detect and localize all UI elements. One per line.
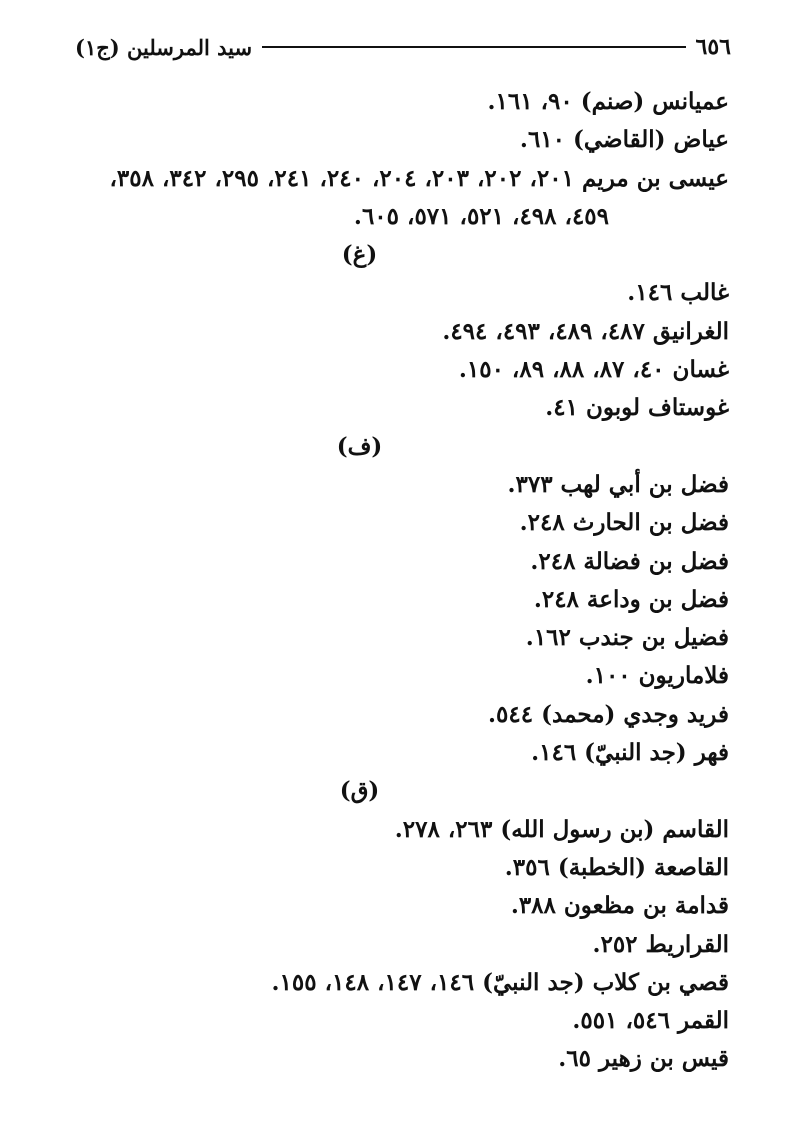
header-rule <box>262 46 685 48</box>
index-entry: فضيل بن جندب ١٦٢. <box>525 624 729 652</box>
section-heading: (ق) <box>339 777 380 805</box>
book-title: سيد المرسلين (ج١) <box>75 34 253 60</box>
index-entry: قيس بن زهير ٦٥. <box>558 1045 729 1073</box>
index-entry: فضل بن أبي لهب ٣٧٣. <box>507 470 729 498</box>
index-entries <box>60 83 729 1079</box>
index-entry: عميانس (صنم) ٩٠، ١٦١. <box>487 88 729 115</box>
index-entry: الغرانيق ٤٨٧، ٤٨٩، ٤٩٣، ٤٩٤. <box>442 317 729 345</box>
index-entry: قدامة بن مظعون ٣٨٨. <box>510 892 729 920</box>
section-heading: (ف) <box>336 432 383 460</box>
index-entry: عيسى بن مريم ٢٠١، ٢٠٢، ٢٠٣، ٢٠٤، ٢٤٠، ٢٤١، ٢٩٥، ٣٤٢، ٣٥٨، <box>109 164 729 192</box>
index-entry: القمر ٥٤٦، ٥٥١. <box>572 1007 729 1035</box>
index-entry: فهر (جد النبيّ) ١٤٦. <box>531 739 729 767</box>
page-header <box>75 30 731 64</box>
index-entry: غوستاف لوبون ٤١. <box>545 394 729 422</box>
section-heading: (غ) <box>341 241 378 269</box>
index-entry: فضل بن وداعة ٢٤٨. <box>533 585 729 613</box>
index-entry-continuation: ٤٥٩، ٤٩٨، ٥٢١، ٥٧١، ٦٠٥. <box>353 202 609 230</box>
index-entry: القاسم (بن رسول الله) ٢٦٣، ٢٧٨. <box>394 815 729 843</box>
index-entry: قصي بن كلاب (جد النبيّ) ١٤٦، ١٤٧، ١٤٨، ١٥٥. <box>271 968 729 996</box>
index-entry: عياض (القاضي) ٦١٠. <box>519 126 729 154</box>
index-entry: فضل بن فضالة ٢٤٨. <box>530 547 729 575</box>
page-number: ٦٥٦ <box>695 34 731 60</box>
index-entry: فلاماريون ١٠٠. <box>585 662 729 690</box>
index-entry: القاصعة (الخطبة) ٣٥٦. <box>504 853 729 881</box>
index-entry: غسان ٤٠، ٨٧، ٨٨، ٨٩، ١٥٠. <box>458 356 729 384</box>
index-entry: فريد وجدي (محمد) ٥٤٤. <box>488 700 729 728</box>
index-entry: القراريط ٢٥٢. <box>592 930 729 958</box>
index-entry: فضل بن الحارث ٢٤٨. <box>519 509 729 537</box>
index-entry: غالب ١٤٦. <box>627 279 729 307</box>
